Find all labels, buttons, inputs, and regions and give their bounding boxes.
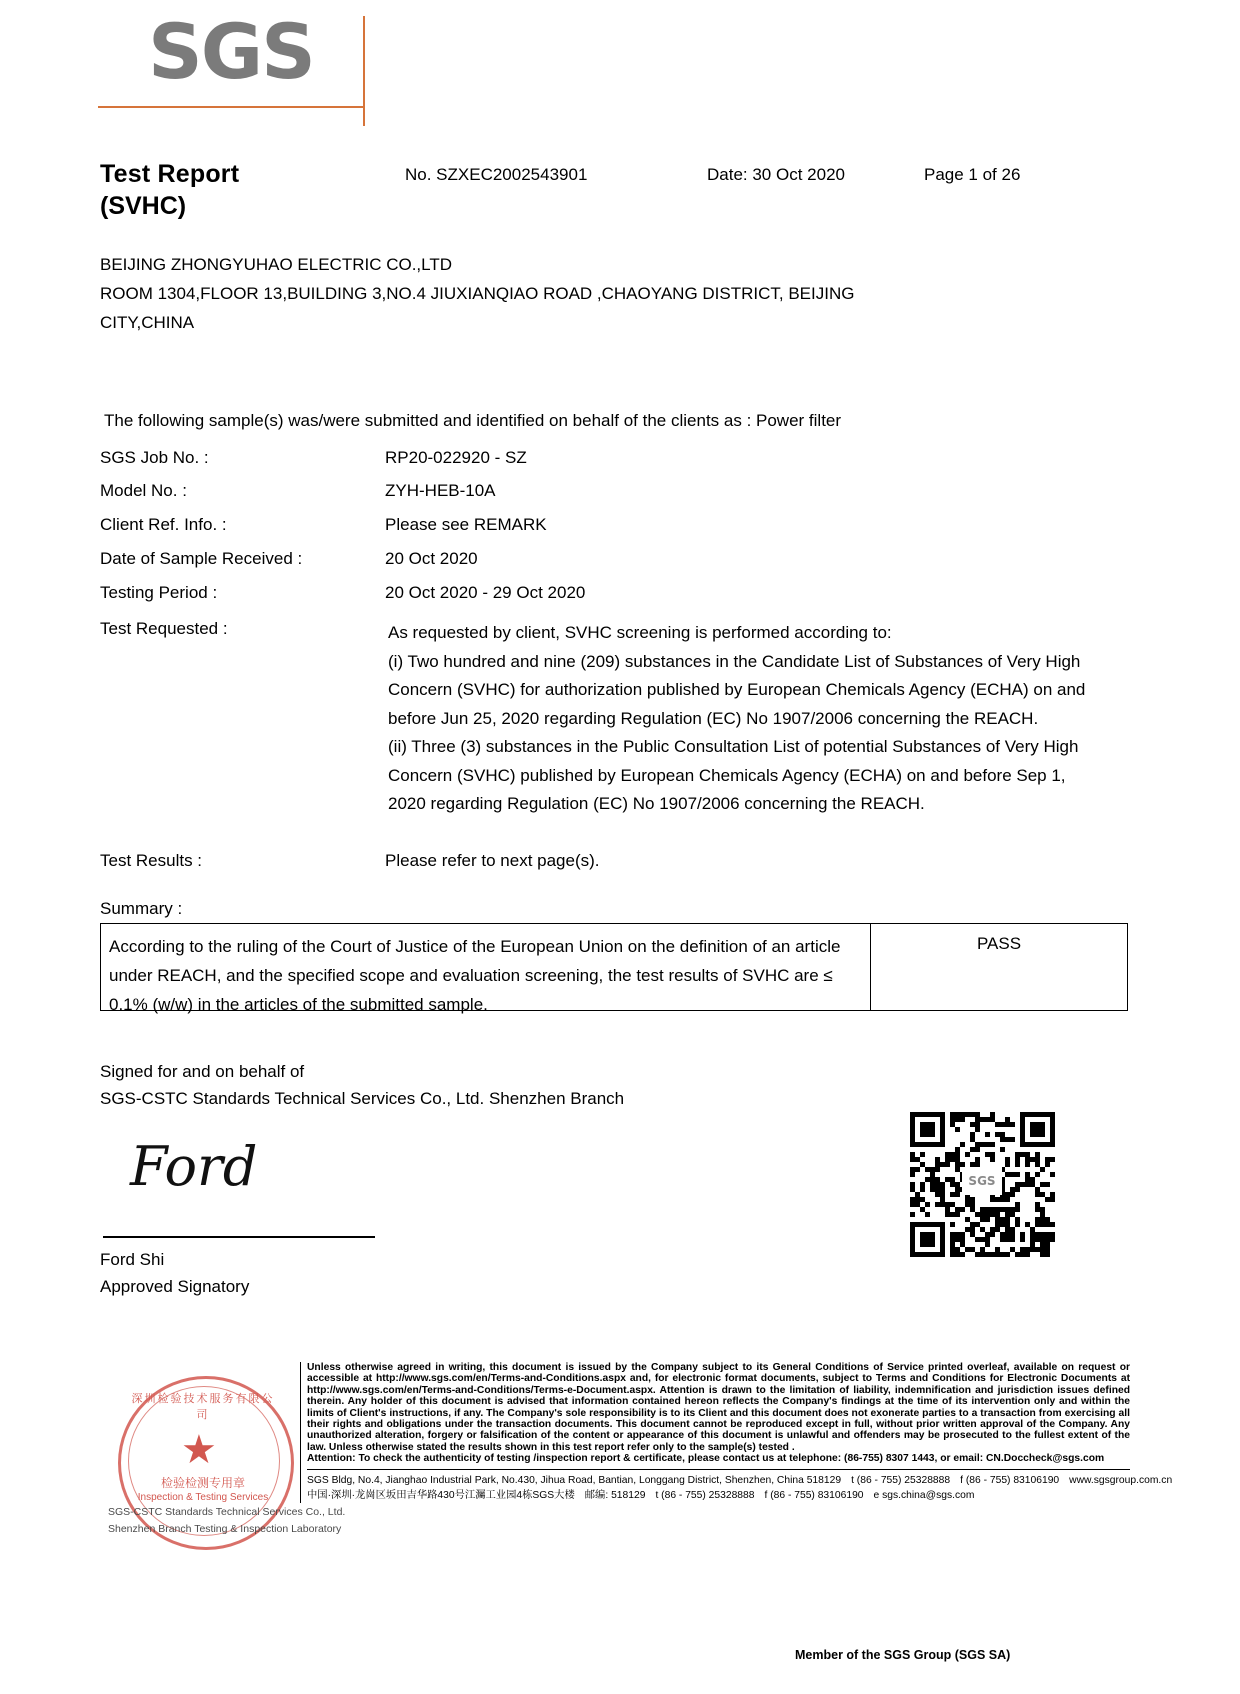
signatory-role: Approved Signatory bbox=[100, 1277, 250, 1296]
field-label: Client Ref. Info. : bbox=[100, 515, 227, 534]
report-number: No. SZXEC2002543901 bbox=[405, 165, 588, 184]
field-row bbox=[100, 481, 1100, 515]
stamp-overlay-line-1: SGS-CSTC Standards Technical Services Co., Ltd. bbox=[108, 1506, 346, 1518]
field-label: Model No. : bbox=[100, 481, 187, 500]
page-title: Test Report bbox=[100, 160, 240, 188]
sgs-logo bbox=[148, 7, 348, 115]
client-block bbox=[100, 250, 1100, 337]
field-label: Testing Period : bbox=[100, 583, 218, 602]
footer-fax-cn: f (86 - 755) 83106190 bbox=[764, 1489, 864, 1501]
footer-email-cn: e sgs.china@sgs.com bbox=[873, 1489, 975, 1501]
field-row bbox=[100, 515, 1100, 549]
test-results-value: Please refer to next page(s). bbox=[385, 851, 600, 870]
footer-fax-en: f (86 - 755) 83106190 bbox=[960, 1474, 1060, 1486]
field-row bbox=[100, 549, 1100, 583]
client-name: BEIJING ZHONGYUHAO ELECTRIC CO.,LTD bbox=[100, 255, 453, 274]
test-results-label: Test Results : bbox=[100, 851, 203, 870]
member-notice: Member of the SGS Group (SGS SA) bbox=[795, 1648, 1011, 1662]
logo-vertical-rule bbox=[363, 16, 365, 126]
star-icon: ★ bbox=[181, 1428, 217, 1472]
signature-block bbox=[100, 1058, 624, 1112]
summary-result-badge: PASS bbox=[976, 934, 1022, 953]
field-value: 20 Oct 2020 bbox=[385, 549, 478, 568]
field-row bbox=[100, 583, 1100, 619]
test-results-row bbox=[100, 851, 1100, 884]
field-label: Date of Sample Received : bbox=[100, 549, 303, 568]
qr-code bbox=[910, 1112, 1055, 1257]
test-requested-row bbox=[100, 619, 1100, 851]
page-number: Page 1 of 26 bbox=[924, 165, 1021, 184]
footer-address-en: SGS Bldg, No.4, Jianghao Industrial Park, No.430, Jihua Road, Bantian, Longgang District, Shenzhen, China 518129 bbox=[307, 1474, 842, 1486]
client-address-line-2: CITY,CHINA bbox=[100, 313, 195, 332]
footer-website: www.sgsgroup.com.cn bbox=[1069, 1474, 1173, 1486]
test-requested-label: Test Requested : bbox=[100, 619, 228, 638]
test-requested-body bbox=[388, 619, 1100, 819]
test-requested-paragraph: (ii) Three (3) substances in the Public Consultation List of potential Substances of Very High Concern (SVHC) published by European Chemicals Agency (ECHA) on and before Sep 1, 2020 regarding Regulation (EC) No 1907/2006 concerning the REACH. bbox=[388, 737, 1079, 813]
test-requested-paragraph: (i) Two hundred and nine (209) substances in the Candidate List of Substances of Very High Concern (SVHC) for authorization published by European Chemicals Agency (ECHA) on and before Jun 25, 2020 regarding Regulation (EC) No 1907/2006 concerning the REACH. bbox=[388, 651, 1086, 728]
authenticity-notice: Attention: To check the authenticity of testing /inspection report & certificate, please contact us at telephone: (86-755) 8307 1443, or email: CN.Doccheck@sgs.com bbox=[307, 1453, 1105, 1465]
qr-code-grid bbox=[910, 1112, 1055, 1257]
signing-company: SGS-CSTC Standards Technical Services Co., Ltd. Shenzhen Branch bbox=[100, 1089, 625, 1108]
field-value: 20 Oct 2020 - 29 Oct 2020 bbox=[385, 583, 586, 602]
summary-label: Summary : bbox=[100, 899, 183, 918]
footer-address-cn-row bbox=[307, 1488, 1130, 1503]
footer-address-en-row bbox=[307, 1473, 1173, 1488]
summary-statement: According to the ruling of the Court of Justice of the European Union on the definition of an article under REACH, and the specified scope and evaluation screening, the test results of SVHC are ≤ 0.1% (w/w) in the articles of the submitted sample. bbox=[101, 924, 871, 1010]
signatory-details bbox=[100, 1246, 249, 1300]
client-address-line-1: ROOM 1304,FLOOR 13,BUILDING 3,NO.4 JIUXIANQIAO ROAD ,CHAOYANG DISTRICT, BEIJING bbox=[100, 284, 855, 303]
report-header bbox=[100, 160, 1140, 220]
test-requested-paragraph: As requested by client, SVHC screening is performed according to: bbox=[388, 623, 892, 642]
inspection-stamp bbox=[108, 1368, 346, 1553]
qr-code-label: SGS bbox=[962, 1167, 1002, 1195]
stamp-purpose-english: Inspection & Testing Services bbox=[137, 1492, 269, 1503]
footer-address-cn: 中国·深圳·龙崗区坂田吉华路430号江灟工业园4栋SGS大楼 bbox=[307, 1489, 575, 1501]
footer-phone-cn: t (86 - 755) 25328888 bbox=[655, 1489, 755, 1501]
footer-box bbox=[300, 1362, 1173, 1503]
report-date: Date: 30 Oct 2020 bbox=[707, 165, 845, 184]
sgs-logo-text: SGS bbox=[148, 7, 314, 96]
legal-terms-text: Unless otherwise agreed in writing, this document is issued by the Company subject to its General Conditions of Service printed overleaf, available on request or accessible at http://www.sgs.com/en/Terms-and-Conditions.aspx and, for electronic format documents, subject to Terms and Conditions for Electronic Documents at http://www.sgs.com/en/Terms-and-Conditions/Terms-e-Document.aspx. Attention is drawn to the limitation of liability, indemnification and jurisdiction issues defined therein. Any holder of this document is advised that information contained hereon reflects the Company's findings at the time of its intervention only and within the limits of Client's instructions, if any. The Company's sole responsibility is to its Client and this document does not exonerate parties to a transaction from exercising all their rights and obligations under the transaction documents. This document cannot be reproduced except in full, without prior written approval of the Company. Any unauthorized alteration, forgery or falsification of the content or appearance of this document is unlawful and offenders may be prosecuted to the fullest extent of the law. Unless otherwise stated the results shown in this test report refer only to the sample(s) tested . bbox=[307, 1362, 1130, 1453]
field-label: SGS Job No. : bbox=[100, 448, 209, 467]
field-value: ZYH-HEB-10A bbox=[385, 481, 496, 500]
signed-for-label: Signed for and on behalf of bbox=[100, 1062, 305, 1081]
field-row bbox=[100, 448, 1100, 481]
footer-phone-en: t (86 - 755) 25328888 bbox=[851, 1474, 951, 1486]
summary-table bbox=[100, 923, 1128, 1014]
page-subtitle: (SVHC) bbox=[100, 192, 187, 220]
stamp-company-chinese: 深圳检验技术服务有限公司 bbox=[131, 1392, 275, 1421]
field-value: Please see REMARK bbox=[385, 515, 547, 534]
signatory-name: Ford Shi bbox=[100, 1250, 165, 1269]
report-fields bbox=[100, 448, 1100, 884]
stamp-overlay-line-2: Shenzhen Branch Testing & Inspection Laboratory bbox=[108, 1523, 342, 1535]
stamp-purpose-chinese: 检验检测专用章 bbox=[160, 1476, 245, 1490]
field-value: RP20-022920 - SZ bbox=[385, 448, 527, 467]
footer-legal-block bbox=[300, 1362, 1173, 1503]
handwritten-signature: Ford bbox=[130, 1135, 258, 1198]
footer-address-block bbox=[307, 1469, 1173, 1503]
signature-line bbox=[103, 1236, 375, 1238]
sample-intro-text: The following sample(s) was/were submitted and identified on behalf of the clients as : Power filter bbox=[104, 411, 842, 430]
footer-zip-cn: 邮编: 518129 bbox=[584, 1489, 646, 1501]
logo-horizontal-rule bbox=[98, 106, 365, 108]
